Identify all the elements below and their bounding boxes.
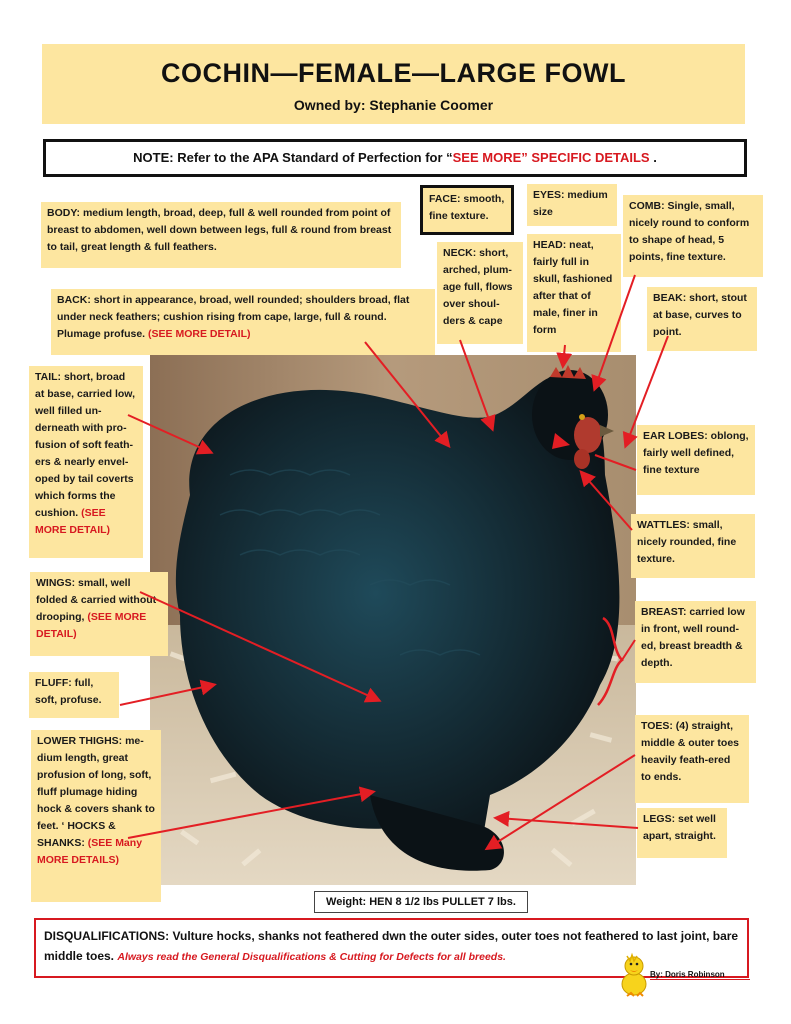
label-ear-lobes: EAR LOBES: oblong, fairly well defined, fine texture [637, 425, 755, 495]
byline-rule [650, 979, 750, 980]
label-lower-thighs-text: LOWER THIGHS: me-dium length, great profusion of long, soft, fluff plumage hiding hock & covers shank to feet. ‘ HOCKS & SHANKS: [37, 735, 155, 849]
label-back-text: BACK: short in appearance, broad, well rounded; shoulders broad, flat under neck feathers; cushion rising from cape, large, full & round. Plumage profuse. [57, 294, 410, 340]
label-back-more[interactable]: (SEE MORE DETAIL) [148, 328, 251, 340]
label-fluff: FLUFF: full, soft, profuse. [29, 672, 119, 718]
disqualifications-advice: Always read the General Disqualifications & Cutting for Defects for all breeds. [117, 951, 506, 963]
label-neck: NECK: short, arched, plum-age full, flows over shoul-ders & cape [437, 242, 523, 344]
note-highlight: SEE MORE” SPECIFIC DETAILS [452, 150, 650, 165]
label-head: HEAD: neat, fairly full in skull, fashioned after that of male, finer in form [527, 234, 621, 352]
label-tail-more[interactable]: (SEE MORE DETAIL) [35, 507, 111, 536]
label-body: BODY: medium length, broad, deep, full & well rounded from point of breast to abdomen, well down between legs, full & round from breast to tail, great length & full feathers. [41, 202, 401, 268]
duckling-icon [617, 952, 651, 1000]
hen-photo [150, 355, 636, 885]
label-tail-text: TAIL: short, broad at base, carried low, well filled un-derneath with pro-fusion of soft feath-ers & nearly envel-oped by tail coverts which forms the cushion. [35, 371, 135, 519]
label-wings [30, 572, 168, 656]
label-beak: BEAK: short, stout at base, curves to point. [647, 287, 757, 351]
label-eyes: EYES: medium size [527, 184, 617, 226]
note-box [43, 139, 747, 177]
title-banner [42, 44, 745, 124]
owner-line: Owned by: Stephanie Coomer [293, 97, 494, 113]
byline: By: Doris Robinson [650, 970, 725, 979]
label-back [51, 289, 435, 355]
disqualifications-text: DISQUALIFICATIONS: Vulture hocks, shanks not feathered dwn the outer sides, outer toes not feathered to last joint, bare middle toes. [44, 929, 739, 963]
label-wings-more[interactable]: (SEE MORE DETAIL) [36, 611, 147, 640]
label-tail [29, 366, 143, 558]
label-legs: LEGS: set well apart, straight. [637, 808, 727, 858]
label-breast: BREAST: carried low in front, well round-ed, breast breadth & depth. [635, 601, 756, 683]
label-wings-text: WINGS: small, well folded & carried without drooping, [36, 577, 157, 623]
label-lower-thighs [31, 730, 161, 902]
weight-box: Weight: HEN 8 1/2 lbs PULLET 7 lbs. [314, 891, 528, 913]
hen-illustration [150, 355, 636, 885]
label-lower-thighs-more[interactable]: (SEE Many MORE DETAILS) [37, 837, 143, 866]
label-toes: TOES: (4) straight, middle & outer toes heavily feath-ered to ends. [635, 715, 749, 803]
label-comb: COMB: Single, small, nicely round to conform to shape of head, 5 points, fine texture. [623, 195, 763, 277]
note-prefix: NOTE: Refer to the APA Standard of Perfection for “ [133, 150, 453, 165]
label-face: FACE: smooth, fine texture. [420, 185, 514, 235]
label-wattles: WATTLES: small, nicely rounded, fine texture. [631, 514, 755, 578]
note-suffix: . [649, 150, 657, 165]
page-title: COCHIN—FEMALE—LARGE FOWL [161, 58, 626, 88]
